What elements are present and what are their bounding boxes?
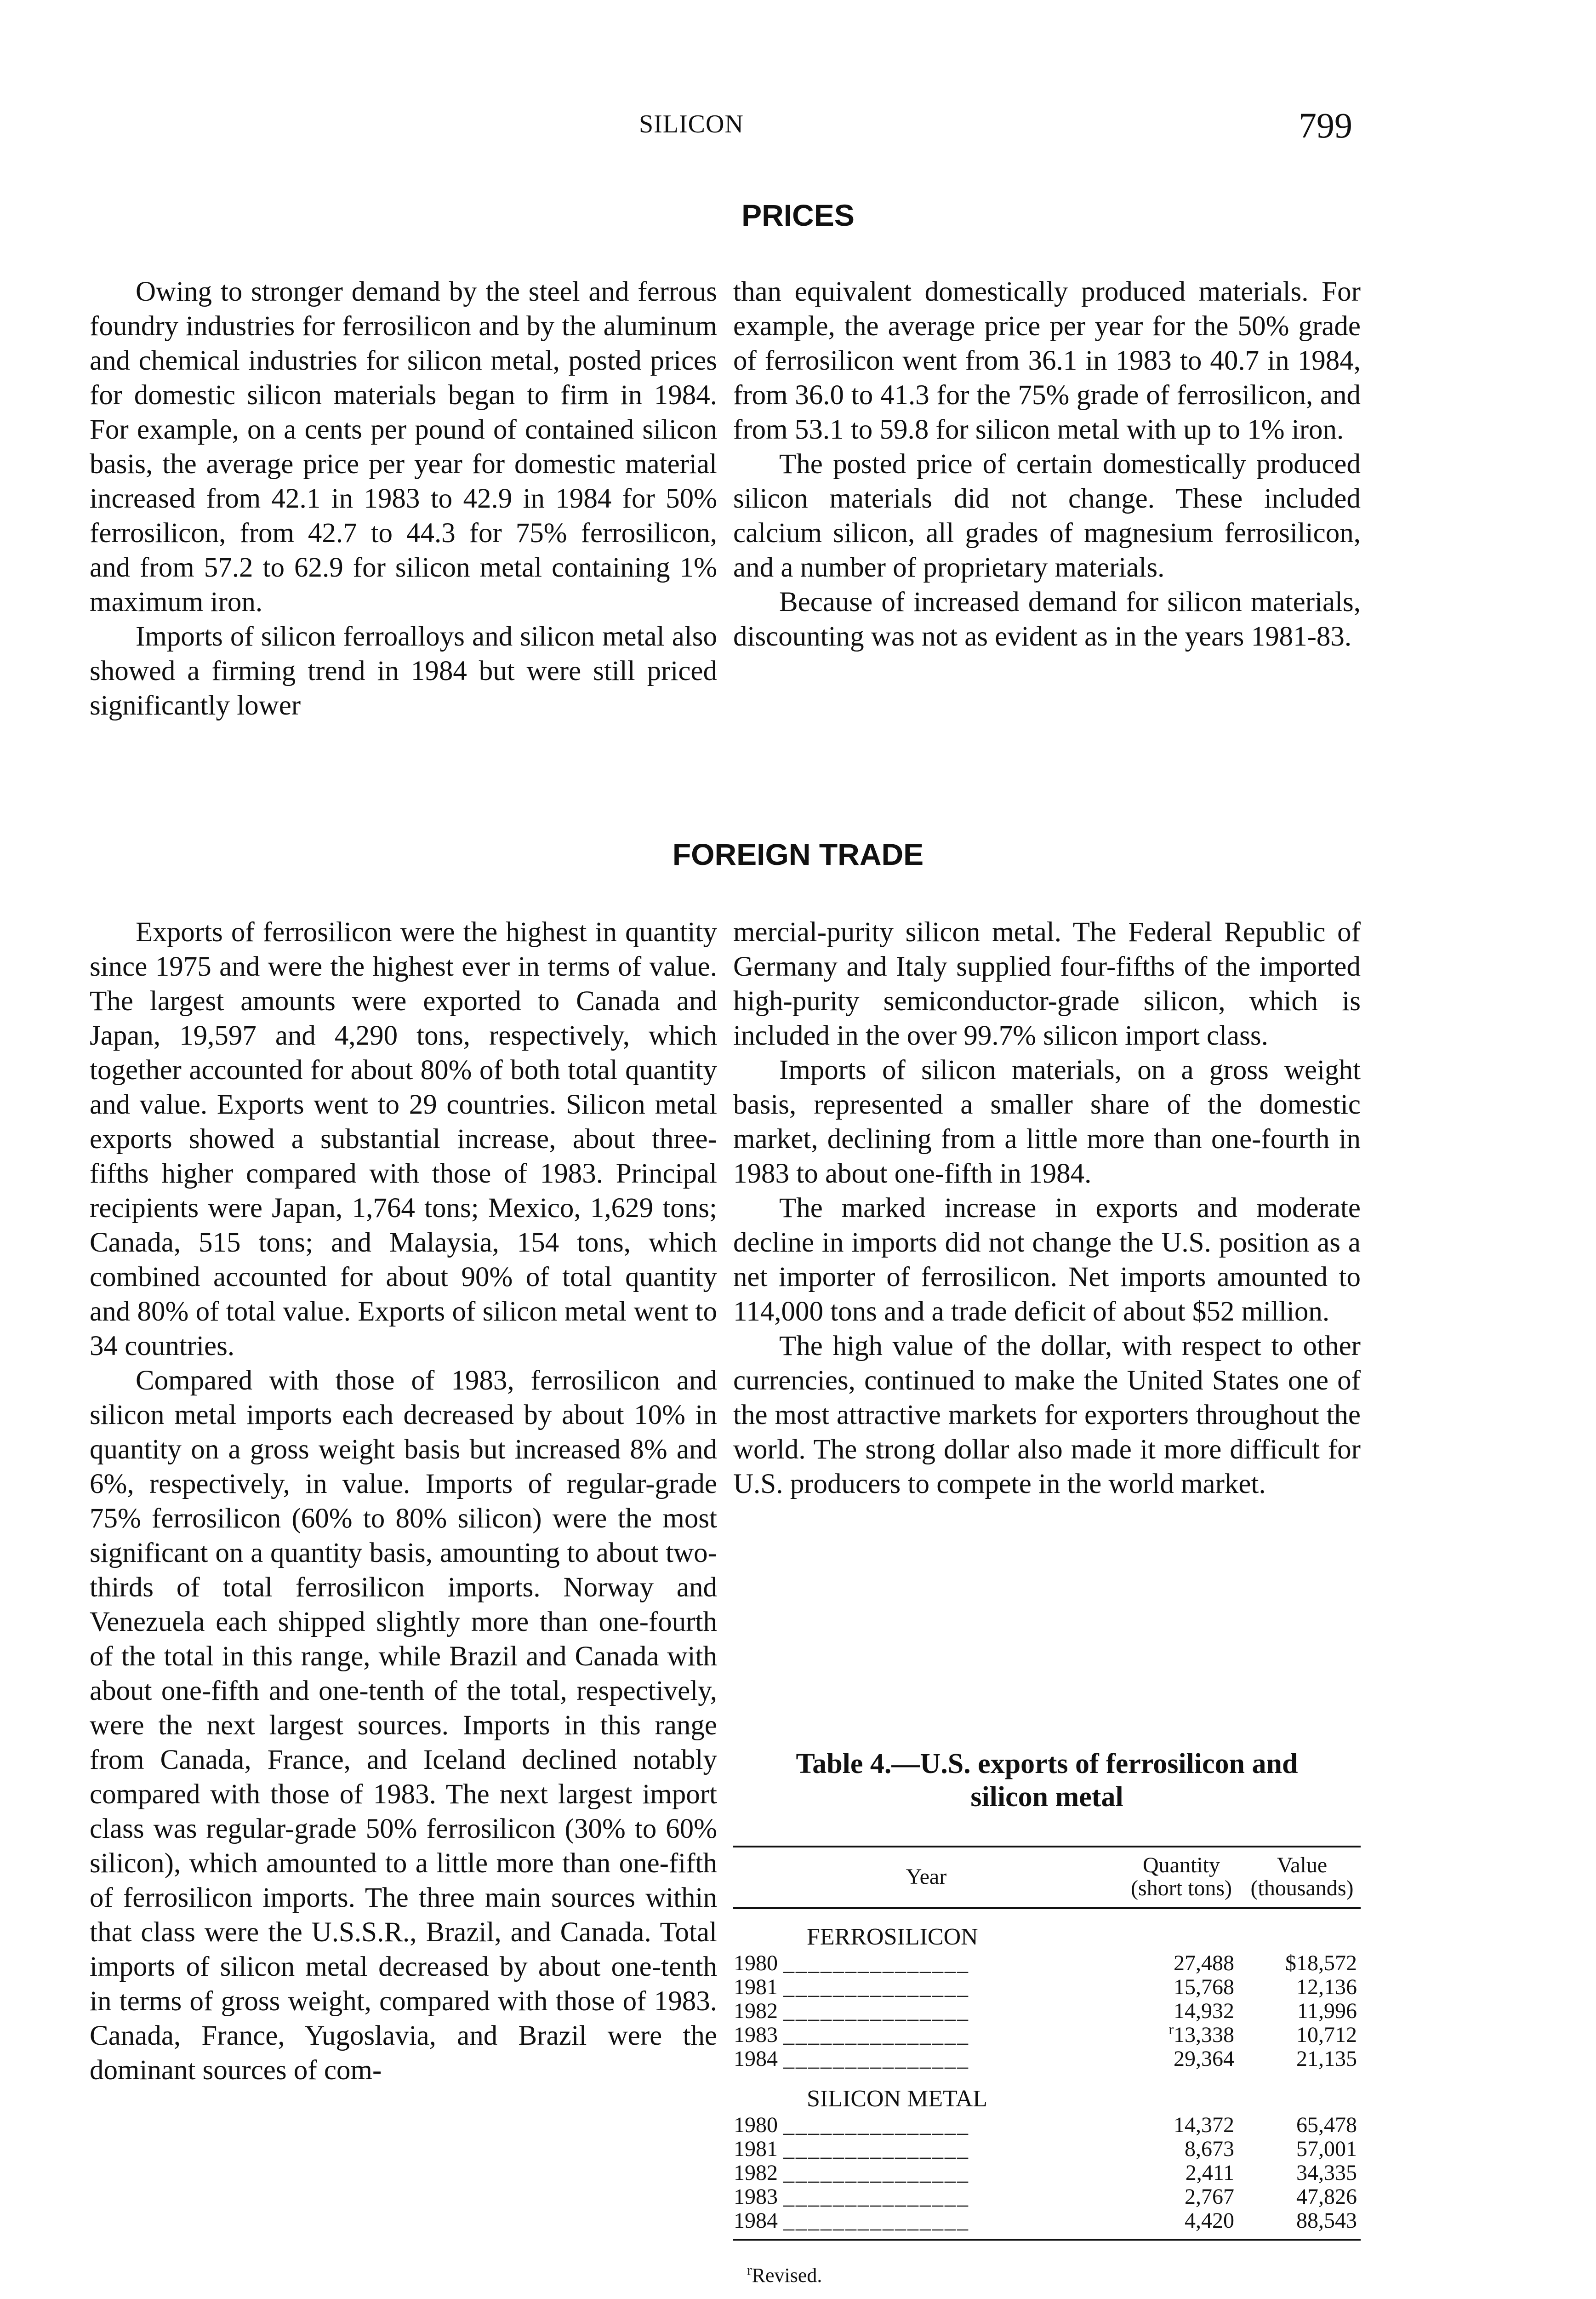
dot-leader: _______________ — [783, 1975, 969, 1999]
row-value: 12,136 — [1296, 1975, 1357, 1999]
table-4 — [733, 1747, 1361, 2287]
table-header-row — [733, 1847, 1361, 1908]
table-row — [733, 2113, 1361, 2137]
row-year: 1982 — [734, 2161, 778, 2185]
group-heading-silicon-metal: SILICON METAL — [807, 2086, 988, 2112]
row-quantity: 8,673 — [1185, 2137, 1234, 2161]
trade-paragraph-1: Exports of ferrosilicon were the highest in quantity since 1975 and were the highest ever in terms of value. The largest amounts were exported to Canada and Japan, 19,597 and 4,290 tons, respectively, which together accounted for about 80% of both total quantity and value. Exports went to 29 countries. Silicon metal exports showed a substantial increase, about three-fifths higher compared with those of 1983. Principal recipients were Japan, 1,764 tons; Mexico, 1,629 tons; Canada, 515 tons; and Malaysia, 154 tons, which combined accounted for about 90% of total quantity and 80% of total value. Exports of silicon metal went to 34 countries. — [90, 917, 717, 1361]
prices-paragraph-5: Because of increased demand for silicon materials, discounting was not as evident as in the years 1981-83. — [733, 587, 1361, 652]
row-year: 1980 — [734, 2113, 778, 2137]
table-title: Table 4.—U.S. exports of ferrosilicon and silicon metal — [796, 1748, 1298, 1813]
table-row — [733, 1951, 1361, 1975]
trade-paragraph-3: mercial-purity silicon metal. The Federal Republic of Germany and Italy supplied four-fifths of the imported high-purity semiconductor-grade silicon, which is included in the over 99.7% silicon import class. — [733, 917, 1361, 1051]
row-quantity: 13,338 — [1174, 2023, 1234, 2047]
table-row — [733, 2023, 1361, 2047]
row-value: 34,335 — [1296, 2161, 1357, 2185]
row-quantity: 14,372 — [1174, 2113, 1234, 2137]
page-number: 799 — [1299, 105, 1352, 145]
row-year: 1980 — [734, 1951, 778, 1975]
footnote-mark: r — [747, 2261, 752, 2278]
dot-leader: _______________ — [783, 1951, 969, 1975]
row-quantity: 4,420 — [1119, 2209, 1243, 2240]
prices-paragraph-4: The posted price of certain domestically produced silicon materials did not change. These included calcium silicon, all grades of magnesium ferrosilicon, and a number of proprietary materials. — [733, 449, 1361, 583]
column-header-year: Year — [906, 1864, 947, 1889]
row-year: 1984 — [734, 2047, 778, 2071]
row-year: 1981 — [734, 1975, 778, 1999]
trade-paragraph-2: Compared with those of 1983, ferrosilicon and silicon metal imports each decreased by about 10% in quantity on a gross weight basis but increased 8% and 6%, respectively, in value. Imports of regular-grade 75% ferrosilicon (60% to 80% silicon) were the most significant on a quantity basis, amounting to about two-thirds of total ferrosilicon imports. Norway and Venezuela each shipped slightly more than one-fourth of the total in this range, while Brazil and Canada with about one-fifth and one-tenth of the total, respectively, were the next largest sources. Imports in this range from Canada, France, and Iceland declined notably compared with those of 1983. The next largest import class was regular-grade 50% ferrosilicon (30% to 60% silicon), which amounted to a little more than one-fifth of ferrosilicon imports. The three main sources within that class were the U.S.S.R., Brazil, and Canada. Total imports of silicon metal decreased by about one-tenth in terms of gross weight, compared with those of 1983. Canada, France, Yugoslavia, and Brazil were the dominant sources of com- — [90, 1365, 717, 2086]
prices-paragraph-3: than equivalent domestically produced materials. For example, the average price per year for the 50% grade of ferrosilicon went from 36.1 in 1983 to 40.7 in 1984, from 36.0 to 41.3 for the 75% grade of ferrosilicon, and from 53.1 to 59.8 for silicon metal with up to 1% iron. — [733, 276, 1361, 445]
column-header-value: Value (thousands) — [1250, 1853, 1354, 1900]
table-row — [733, 2209, 1361, 2240]
row-quantity: 27,488 — [1174, 1951, 1234, 1975]
foreign-trade-left-column — [90, 915, 717, 2087]
table-footnote — [733, 2261, 1361, 2287]
row-value: 65,478 — [1296, 2113, 1357, 2137]
dot-leader: _______________ — [783, 1999, 969, 2023]
row-year: 1984 — [734, 2209, 778, 2233]
dot-leader: _______________ — [783, 2161, 969, 2185]
row-year: 1983 — [734, 2185, 778, 2209]
row-value: 47,826 — [1296, 2185, 1357, 2209]
row-quantity: 15,768 — [1174, 1975, 1234, 1999]
row-quantity: 14,932 — [1174, 1999, 1234, 2023]
table-row — [733, 1975, 1361, 1999]
trade-paragraph-4: Imports of silicon materials, on a gross weight basis, represented a smaller share of the domestic market, declining from a little more than one-fourth in 1983 to about one-fifth in 1984. — [733, 1055, 1361, 1189]
dot-leader: _______________ — [783, 2113, 969, 2137]
table-row — [733, 2137, 1361, 2161]
dot-leader: _______________ — [783, 2185, 969, 2209]
foreign-trade-right-column — [733, 915, 1361, 1501]
row-year: 1983 — [734, 2023, 778, 2047]
row-year: 1981 — [734, 2137, 778, 2161]
row-quantity: 2,767 — [1185, 2185, 1234, 2209]
running-head — [0, 105, 1596, 146]
group-heading-ferrosilicon: FERROSILICON — [807, 1924, 978, 1950]
row-value: 11,996 — [1297, 1999, 1357, 2023]
group-heading-row — [733, 1908, 1361, 1951]
row-value: 88,543 — [1243, 2209, 1361, 2240]
running-title: SILICON — [639, 110, 744, 138]
footnote-text: Revised. — [752, 2264, 822, 2287]
trade-paragraph-5: The marked increase in exports and moderate decline in imports did not change the U.S. position as a net importer of ferrosilicon. Net imports amounted to 114,000 tons and a trade deficit of about $52 million. — [733, 1193, 1361, 1327]
table-row — [733, 1999, 1361, 2023]
row-value: 57,001 — [1296, 2137, 1357, 2161]
prices-paragraph-1: Owing to stronger demand by the steel and ferrous foundry industries for ferrosilicon and by the aluminum and chemical industries for silicon metal, posted prices for domestic silicon materials began to firm in 1984. For example, on a cents per pound of contained silicon basis, the average price per year for domestic material increased from 42.1 in 1983 to 42.9 in 1984 for 50% ferrosilicon, from 42.7 to 44.3 for 75% ferrosilicon, and from 57.2 to 62.9 for silicon metal containing 1% maximum iron. — [90, 276, 717, 618]
foreign-trade-heading: FOREIGN TRADE — [672, 837, 924, 871]
prices-left-column — [90, 275, 717, 723]
prices-paragraph-2: Imports of silicon ferroalloys and silicon metal also showed a firming trend in 1984 but were still priced significantly lower — [90, 621, 717, 721]
group-heading-row — [733, 2071, 1361, 2113]
exports-table — [733, 1846, 1361, 2241]
revised-mark: r — [1168, 2021, 1174, 2037]
row-quantity: 29,364 — [1174, 2047, 1234, 2071]
prices-right-column — [733, 275, 1361, 654]
column-header-quantity: Quantity (short tons) — [1131, 1853, 1232, 1900]
row-year: 1982 — [734, 1999, 778, 2023]
dot-leader: _______________ — [783, 2047, 969, 2071]
table-row — [733, 2161, 1361, 2185]
row-value: 10,712 — [1296, 2023, 1357, 2047]
trade-paragraph-6: The high value of the dollar, with respect to other currencies, continued to make the United States one of the most attractive markets for exporters throughout the world. The strong dollar also made it more difficult for U.S. producers to compete in the world market. — [733, 1331, 1361, 1499]
row-value: 21,135 — [1296, 2047, 1357, 2071]
prices-heading: PRICES — [741, 198, 855, 232]
dot-leader: _______________ — [783, 2137, 969, 2161]
dot-leader: _______________ — [783, 2209, 969, 2233]
row-value: $18,572 — [1285, 1951, 1357, 1975]
table-row — [733, 2185, 1361, 2209]
table-row — [733, 2047, 1361, 2071]
dot-leader: _______________ — [783, 2023, 969, 2047]
row-quantity: 2,411 — [1185, 2161, 1234, 2185]
